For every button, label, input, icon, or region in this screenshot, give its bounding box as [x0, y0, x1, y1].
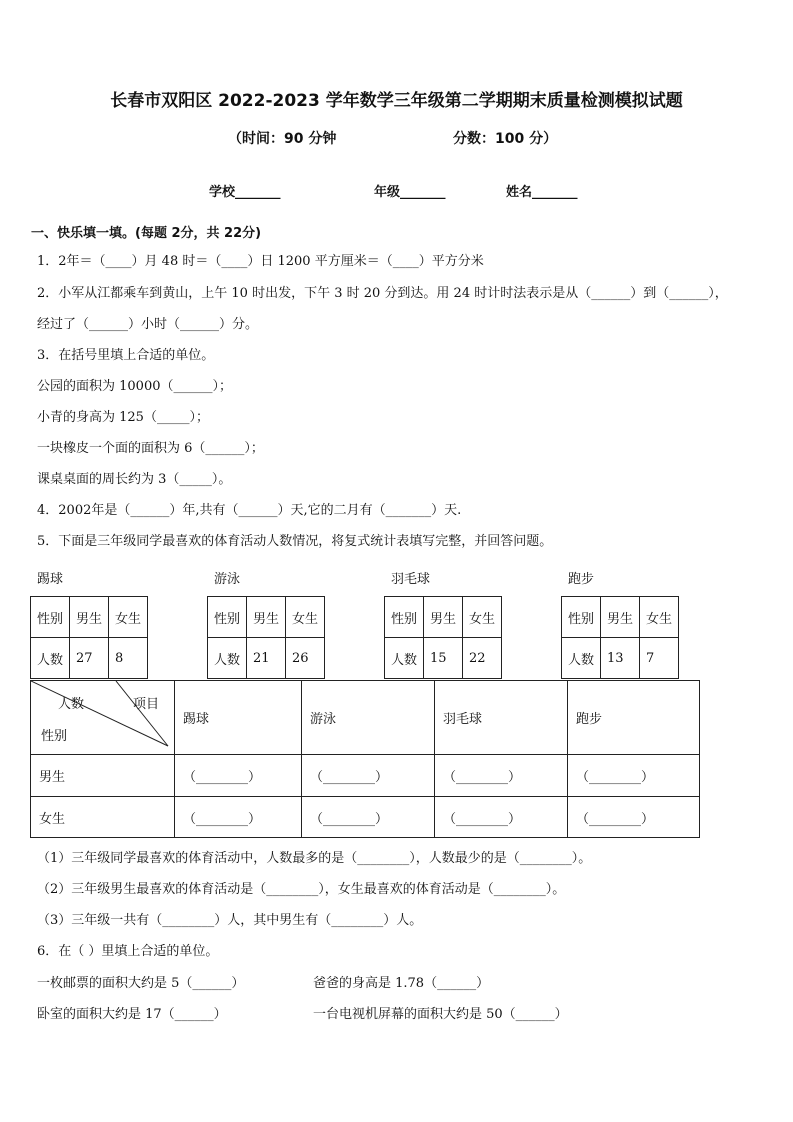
row-label-girls: 女生: [31, 797, 175, 838]
header-cell: 男生: [424, 597, 463, 638]
header-cell: 女生: [109, 597, 148, 638]
question-6-item: 一台电视机屏幕的面积大约是 50（______）: [313, 1007, 568, 1022]
activity-table-football: [30, 596, 148, 679]
value-cell: 26: [286, 638, 325, 679]
question-1: 1．2年＝（____）月 48 时＝（____）日 1200 平方厘米＝（____）平方分米: [37, 254, 484, 269]
value-cell: 27: [70, 638, 109, 679]
activity-table-badminton: [384, 596, 502, 679]
corner-label-gender: 性别: [41, 729, 68, 744]
answer-blank[interactable]: （________）: [175, 755, 302, 797]
answer-blank[interactable]: （________）: [568, 755, 700, 797]
question-3-prompt: 3．在括号里填上合适的单位。: [37, 348, 215, 363]
column-header: 羽毛球: [435, 681, 568, 755]
row-label-boys: 男生: [31, 755, 175, 797]
header-cell: 性别: [562, 597, 601, 638]
question-3-item: 公园的面积为 10000（______）；: [37, 379, 232, 394]
header-cell: 性别: [208, 597, 247, 638]
answer-blank[interactable]: （________）: [302, 755, 435, 797]
answer-blank[interactable]: （________）: [568, 797, 700, 838]
value-cell: 21: [247, 638, 286, 679]
activity-table-running: [561, 596, 679, 679]
question-5-sub-2: （2）三年级男生最喜欢的体育活动是（________），女生最喜欢的体育活动是（________）。: [37, 882, 566, 897]
answer-blank[interactable]: （________）: [302, 797, 435, 838]
answer-blank[interactable]: （________）: [435, 797, 568, 838]
page-title: 长春市双阳区 2022-2023 学年数学三年级第二学期期末质量检测模拟试题: [110, 91, 683, 111]
question-2-line-2: 经过了（______）小时（______）分。: [37, 317, 259, 332]
header-cell: 女生: [463, 597, 502, 638]
corner-label-count: 人数: [58, 697, 85, 712]
activity-title: 羽毛球: [391, 572, 431, 587]
question-4: 4．2002年是（______）年,共有（______）天,它的二月有（_______）天.: [37, 503, 462, 518]
header-cell: 女生: [640, 597, 679, 638]
exam-time: （时间：90 分钟: [228, 131, 337, 147]
activity-title: 踢球: [37, 572, 64, 587]
activity-title: 跑步: [568, 572, 595, 587]
section-heading: 一、快乐填一填。(每题 2分，共 22分): [31, 226, 262, 241]
row-label: 人数: [208, 638, 247, 679]
row-label: 人数: [31, 638, 70, 679]
question-5-sub-3: （3）三年级一共有（________）人，其中男生有（________）人。: [37, 913, 423, 928]
value-cell: 22: [463, 638, 502, 679]
activity-table-swimming: [207, 596, 325, 679]
question-6-item: 一枚邮票的面积大约是 5（______）: [37, 976, 245, 991]
question-6-prompt: 6．在（ ）里填上合适的单位。: [37, 944, 219, 959]
answer-blank[interactable]: （________）: [175, 797, 302, 838]
answer-blank[interactable]: （________）: [435, 755, 568, 797]
question-2-line-1: 2．小军从江都乘车到黄山，上午 10 时出发，下午 3 时 20 分到达。用 24 时计时法表示是从（______）到（______），: [37, 286, 728, 301]
value-cell: 7: [640, 638, 679, 679]
question-6-item: 爸爸的身高是 1.78（______）: [313, 976, 490, 991]
header-cell: 性别: [31, 597, 70, 638]
question-5-prompt: 5．下面是三年级同学最喜欢的体育活动人数情况，将复式统计表填写完整，并回答问题。: [37, 534, 553, 549]
question-5-sub-1: （1）三年级同学最喜欢的体育活动中，人数最多的是（________），人数最少的是（________）。: [37, 851, 592, 866]
question-3-item: 课桌桌面的周长约为 3（_____）。: [37, 472, 232, 487]
question-3-item: 一块橡皮一个面的面积为 6（______）；: [37, 441, 264, 456]
header-cell: 性别: [385, 597, 424, 638]
column-header: 跑步: [568, 681, 700, 755]
header-cell: 女生: [286, 597, 325, 638]
header-cell: 男生: [70, 597, 109, 638]
name-field[interactable]: 姓名_______: [506, 185, 578, 200]
row-label: 人数: [562, 638, 601, 679]
value-cell: 15: [424, 638, 463, 679]
diagonal-header-cell: [31, 681, 175, 755]
column-header: 游泳: [302, 681, 435, 755]
grade-field[interactable]: 年级_______: [374, 185, 446, 200]
value-cell: 13: [601, 638, 640, 679]
header-cell: 男生: [247, 597, 286, 638]
row-label: 人数: [385, 638, 424, 679]
column-header: 踢球: [175, 681, 302, 755]
activity-title: 游泳: [214, 572, 241, 587]
combined-statistics-table: [30, 680, 700, 838]
header-cell: 男生: [601, 597, 640, 638]
corner-label-item: 项目: [133, 697, 160, 712]
question-3-item: 小青的身高为 125（_____）；: [37, 410, 209, 425]
school-field[interactable]: 学校_______: [209, 185, 281, 200]
exam-score: 分数：100 分）: [453, 131, 558, 147]
value-cell: 8: [109, 638, 148, 679]
question-6-item: 卧室的面积大约是 17（______）: [37, 1007, 227, 1022]
